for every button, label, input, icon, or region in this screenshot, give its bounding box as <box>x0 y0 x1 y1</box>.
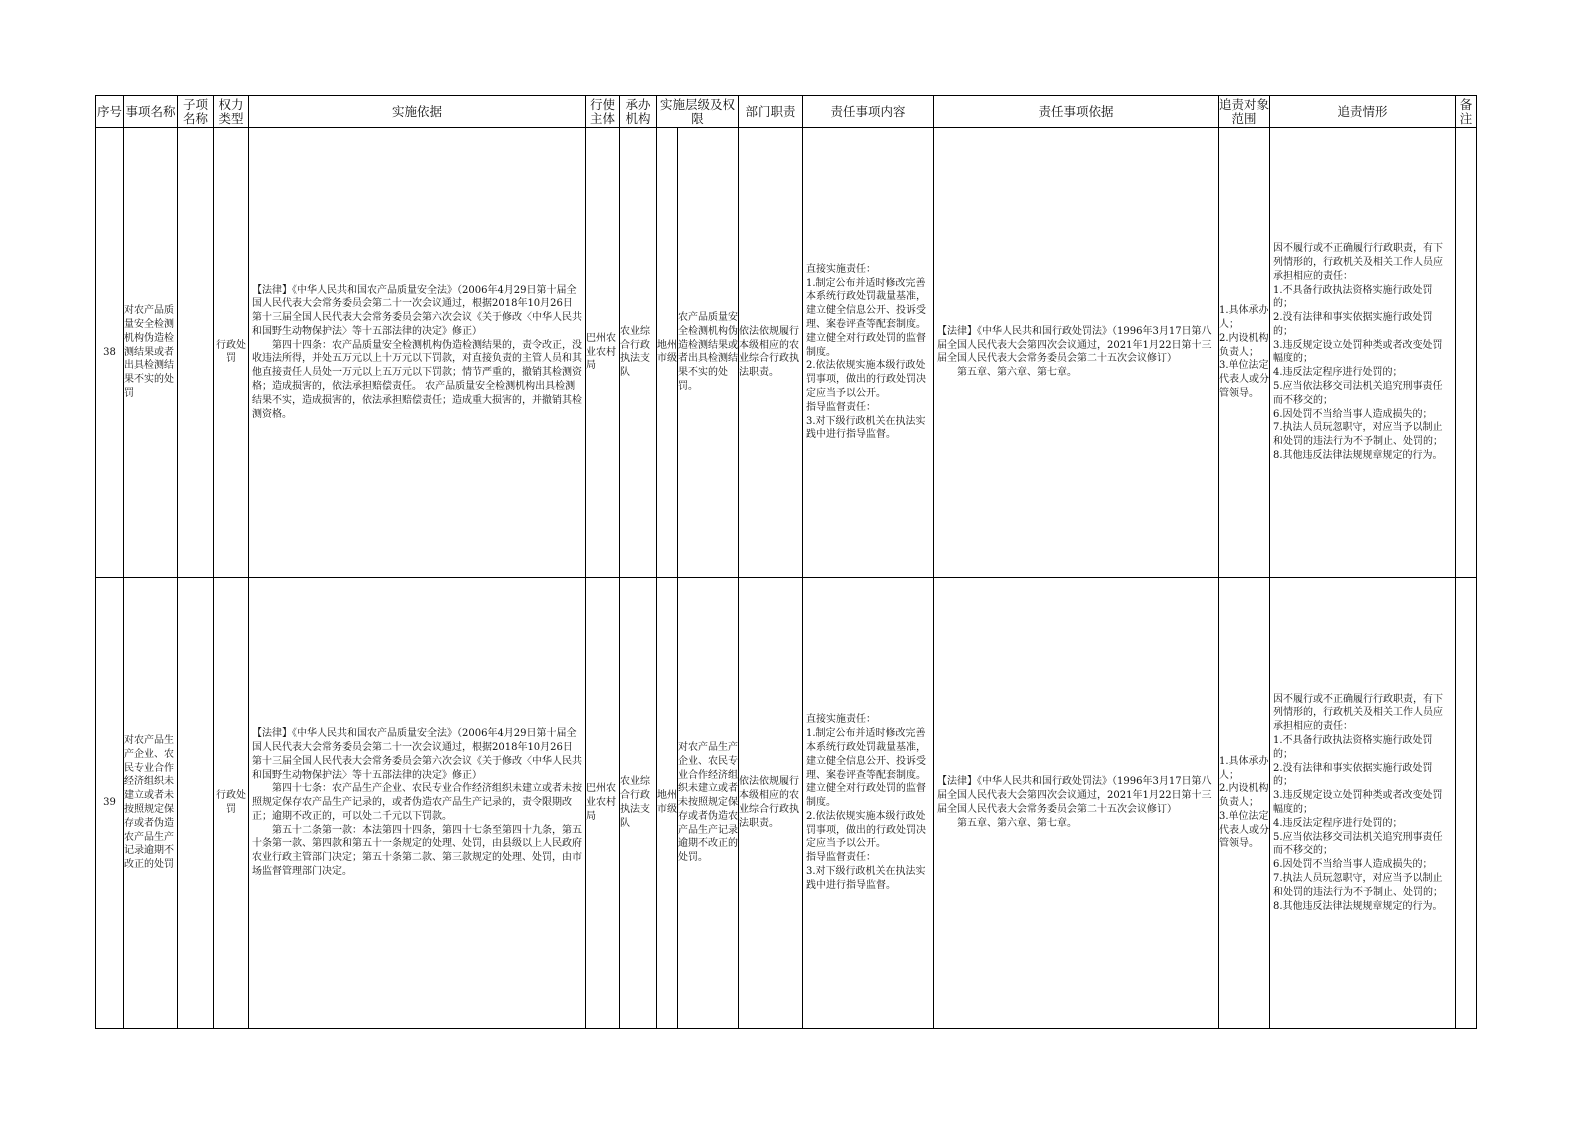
situation-line: 5.应当依法移交司法机关追究刑事责任而不移交的； <box>1273 381 1443 406</box>
sub-item-name <box>178 577 214 1028</box>
table-row <box>96 128 1477 578</box>
content-line: 1.制定公布并适时修改完善本系统行政处罚裁量基准，建立健全信息公开、投诉受理、案卷评查等配套制度。建立健全对行政处罚的监督制度。 <box>806 728 927 809</box>
resp-basis-text: 【法律】《中华人民共和国行政处罚法》（1996年3月17日第八届全国人民代表大会第四次会议通过，2021年1月22日第十三届全国人民代表大会常务委员会第二十五次会议修订） <box>937 325 1212 365</box>
row-number: 39 <box>96 577 124 1028</box>
executing-subject: 巴州农业农村局 <box>586 577 620 1028</box>
header-remark: 备注 <box>1456 96 1477 128</box>
handling-agency: 农业综合行政执法支队 <box>620 577 657 1028</box>
content-line: 直接实施责任： <box>806 263 877 275</box>
content-line: 2.依法依规实施本级行政处罚事项，做出的行政处罚决定应当予以公开。 <box>806 360 927 399</box>
situation-line: 1.不具备行政执法资格实施行政处罚的； <box>1273 735 1433 760</box>
header-content: 责任事项内容 <box>803 96 934 128</box>
basis-intro: 【法律】《中华人民共和国农产品质量安全法》（2006年4月29日第十届全国人民代表大会常务委员会第二十一次会议通过，根据2018年10月26日第十三届全国人民代表大会常务委员会第六次会议《关于修改〈中华人民共和国野生动物保护法〉等十五部法律的决定》修正） <box>252 728 582 781</box>
handling-agency: 农业综合行政执法支队 <box>620 128 657 578</box>
header-level: 实施层级及权限 <box>657 96 739 128</box>
responsibility-basis <box>934 128 1219 578</box>
resp-basis-chapters: 第五章、第六章、第七章。 <box>957 817 1078 829</box>
situation-line: 因不履行或不正确履行行政职责，有下列情形的，行政机关及相关工作人员应承担相应的责任： <box>1273 243 1444 282</box>
item-name: 对农产品生产企业、农民专业合作经济组织未建立或者未按照规定保存或者伪造农产品生产记录逾期不改正的处罚 <box>124 577 178 1028</box>
situation-line: 6.因处罚不当给当事人造成损失的； <box>1273 408 1433 420</box>
content-line: 指导监督责任： <box>806 401 877 413</box>
situation-line: 8.其他违反法律法规规章规定的行为。 <box>1273 450 1443 462</box>
responsibility-basis <box>934 577 1219 1028</box>
implementation-basis <box>249 577 586 1028</box>
accountability-situations <box>1270 577 1456 1028</box>
header-sub-item: 子项名称 <box>178 96 214 128</box>
accountability-situations <box>1270 128 1456 578</box>
power-type: 行政处罚 <box>214 577 249 1028</box>
header-agency: 承办机构 <box>620 96 657 128</box>
situation-line: 3.违反规定设立处罚种类或者改变处罚幅度的； <box>1273 790 1443 815</box>
power-type: 行政处罚 <box>214 128 249 578</box>
header-subject: 行使主体 <box>586 96 620 128</box>
remark <box>1456 577 1477 1028</box>
basis-article: 第四十七条：农产品生产企业、农民专业合作经济组织未建立或者未按照规定保存农产品生产记录的，或者伪造农产品生产记录的，责令限期改正；逾期不改正的，可以处二千元以下罚款。 <box>252 783 582 822</box>
accountability-targets <box>1219 577 1270 1028</box>
situation-line: 7.执法人员玩忽职守，对应当予以制止和处罚的违法行为不予制止、处罚的； <box>1273 422 1444 448</box>
target-line: 2.内设机构负责人； <box>1219 783 1269 809</box>
situation-line: 5.应当依法移交司法机关追究刑事责任而不移交的； <box>1273 831 1443 857</box>
responsibility-content <box>803 128 934 578</box>
content-line: 3.对下级行政机关在执法实践中进行指导监督。 <box>806 866 926 891</box>
content-line: 2.依法依规实施本级行政处罚事项，做出的行政处罚决定应当予以公开。 <box>806 810 927 850</box>
row-number: 38 <box>96 128 124 578</box>
situation-line: 4.违反法定程序进行处罚的； <box>1273 817 1403 829</box>
implementation-level: 地州市级 <box>657 577 678 1028</box>
target-line: 3.单位法定代表人或分管领导。 <box>1219 360 1270 399</box>
basis-article: 第五十二条第一款：本法第四十四条，第四十七条至第四十九条，第五十条第一款、第四款和第五十一条规定的处理、处罚，由县级以上人民政府农业行政主管部门决定；第五十条第二款、第三款规定的处理、处罚，由市场监督管理部门决定。 <box>252 824 582 878</box>
target-line: 2.内设机构负责人； <box>1219 332 1269 358</box>
header-item-name: 事项名称 <box>124 96 178 128</box>
resp-basis-chapters: 第五章、第六章、第七章。 <box>957 367 1078 379</box>
implementation-level: 地州市级 <box>657 128 678 578</box>
item-name: 对农产品质量安全检测机构伪造检测结果或者出具检测结果不实的处罚 <box>124 128 178 578</box>
target-line: 1.具体承办人； <box>1219 305 1269 330</box>
header-row <box>96 96 1477 128</box>
header-power-type: 权力类型 <box>214 96 249 128</box>
situation-line: 6.因处罚不当给当事人造成损失的； <box>1273 859 1433 871</box>
table-row <box>96 577 1477 1028</box>
basis-intro: 【法律】《中华人民共和国农产品质量安全法》（2006年4月29日第十届全国人民代表大会常务委员会第二十一次会议通过，根据2018年10月26日第十三届全国人民代表大会常务委员会第六次会议《关于修改〈中华人民共和国野生动物保护法〉等十五部法律的决定》修正） <box>252 284 582 337</box>
level-scope: 农产品质量安全检测机构伪造检测结果或者出具检测结果不实的处罚。 <box>678 128 739 578</box>
target-line: 3.单位法定代表人或分管领导。 <box>1219 810 1270 850</box>
situation-line: 2.没有法律和事实依据实施行政处罚的； <box>1273 312 1433 337</box>
situation-line: 1.不具备行政执法资格实施行政处罚的； <box>1273 284 1433 310</box>
implementation-basis <box>249 128 586 578</box>
content-line: 直接实施责任： <box>806 714 877 726</box>
situation-line: 3.违反规定设立处罚种类或者改变处罚幅度的； <box>1273 339 1443 365</box>
sub-item-name <box>178 128 214 578</box>
department-duty: 依法依规履行本级相应的农业综合行政执法职责。 <box>739 577 803 1028</box>
target-line: 1.具体承办人； <box>1219 755 1269 781</box>
situation-line: 因不履行或不正确履行行政职责，有下列情形的，行政机关及相关工作人员应承担相应的责任： <box>1273 693 1444 733</box>
header-targets: 追责对象范围 <box>1219 96 1270 126</box>
situation-line: 2.没有法律和事实依据实施行政处罚的； <box>1273 762 1433 788</box>
resp-basis-text: 【法律】《中华人民共和国行政处罚法》（1996年3月17日第八届全国人民代表大会第四次会议通过，2021年1月22日第十三届全国人民代表大会常务委员会第二十五次会议修订） <box>937 776 1212 815</box>
basis-article: 第四十四条：农产品质量安全检测机构伪造检测结果的，责令改正，没收违法所得，并处五万元以上十万元以下罚款，对直接负责的主管人员和其他直接责任人员处一万元以上五万元以下罚款；情节严重的，撤销其检测资格；造成损害的，依法承担赔偿责任。 农产品质量安全检测机构出具检测结果不实，造成损害的，依法承担赔偿责任；造成重大损害的，并撤销其检测资格。 <box>252 339 582 420</box>
department-duty: 依法依规履行本级相应的农业综合行政执法职责。 <box>739 128 803 578</box>
level-scope: 对农产品生产企业、农民专业合作经济组织未建立或者未按照规定保存或者伪造农产品生产记录逾期不改正的处罚。 <box>678 577 739 1028</box>
situation-line: 7.执法人员玩忽职守，对应当予以制止和处罚的违法行为不予制止、处罚的； <box>1273 872 1444 898</box>
accountability-targets <box>1219 128 1270 578</box>
header-resp-basis: 责任事项依据 <box>934 96 1219 128</box>
executing-subject: 巴州农业农村局 <box>586 128 620 578</box>
remark <box>1456 128 1477 578</box>
accountability-table <box>95 95 1477 1029</box>
situation-line: 4.违反法定程序进行处罚的； <box>1273 367 1403 379</box>
content-line: 指导监督责任： <box>806 852 877 864</box>
header-duty: 部门职责 <box>739 96 803 128</box>
header-basis: 实施依据 <box>249 96 586 128</box>
content-line: 3.对下级行政机关在执法实践中进行指导监督。 <box>806 415 926 441</box>
responsibility-content <box>803 577 934 1028</box>
content-line: 1.制定公布并适时修改完善本系统行政处罚裁量基准，建立健全信息公开、投诉受理、案卷评查等配套制度。建立健全对行政处罚的监督制度。 <box>806 277 927 358</box>
situation-line: 8.其他违反法律法规规章规定的行为。 <box>1273 900 1443 912</box>
header-no: 序号 <box>96 96 124 128</box>
header-situations: 追责情形 <box>1270 96 1456 128</box>
